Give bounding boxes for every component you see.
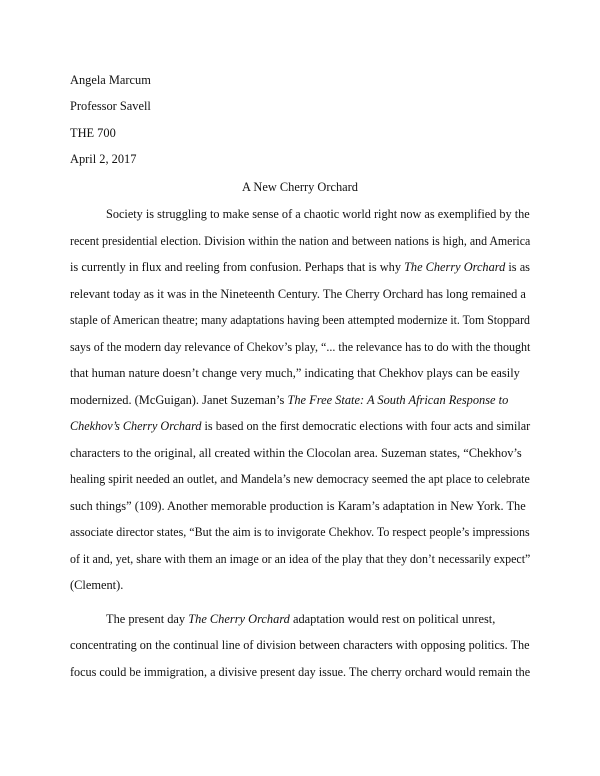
paragraph-2-line <box>106 612 495 626</box>
text-run: is as <box>505 260 530 274</box>
text-run: modernized. (McGuigan). Janet Suzeman’s <box>70 393 288 407</box>
italic-title: The Cherry Orchard <box>404 260 506 274</box>
paper-date: April 2, 2017 <box>70 152 137 166</box>
professor-name: Professor Savell <box>70 99 151 113</box>
paragraph-1-line: healing spirit needed an outlet, and Mandela’s new democracy seemed the apt place to celebrate <box>70 472 530 486</box>
paragraph-1-line: characters to the original, all created within the Clocolan area. Suzeman states, “Chekhov’s <box>70 446 522 460</box>
author-name: Angela Marcum <box>70 73 151 87</box>
paragraph-1-line: says of the modern day relevance of Chekov’s play, “... the relevance has to do with the thought <box>70 340 531 354</box>
paragraph-1-line: of it and, yet, share with them an image or an idea of the play that they don’t necessarily expect” <box>70 552 531 566</box>
paragraph-1-line: Society is struggling to make sense of a chaotic world right now as exemplified by the <box>106 207 530 221</box>
paragraph-1-line: such things” (109). Another memorable production is Karam’s adaptation in New York. The <box>70 499 526 513</box>
paragraph-2-line: focus could be immigration, a divisive present day issue. The cherry orchard would remain the <box>70 665 531 679</box>
text-run: is based on the first democratic elections with four acts and similar <box>201 419 531 433</box>
italic-title: Chekhov’s Cherry Orchard <box>70 419 202 433</box>
paragraph-1-line <box>70 260 530 274</box>
paper-title: A New Cherry Orchard <box>242 180 358 194</box>
paragraph-1-line: staple of American theatre; many adaptations having been attempted modernize it. Tom Stoppard <box>70 313 530 327</box>
italic-title: The Cherry Orchard <box>188 612 290 626</box>
paragraph-1-line <box>70 419 530 433</box>
paragraph-1-line: recent presidential election. Division within the nation and between nations is high, and America <box>70 234 531 248</box>
paragraph-1-line: relevant today as it was in the Nineteenth Century. The Cherry Orchard has long remained a <box>70 287 526 301</box>
paragraph-2-line: concentrating on the continual line of division between characters with opposing politics. The <box>70 638 530 652</box>
paragraph-1-line: that human nature doesn’t change very much,” indicating that Chekhov plays can be easily <box>70 366 520 380</box>
paragraph-1-line <box>70 393 508 407</box>
text-run: is currently in flux and reeling from confusion. Perhaps that is why <box>70 260 405 274</box>
paragraph-1-line: associate director states, “But the aim is to invigorate Chekhov. To respect people’s impressions <box>70 525 530 539</box>
paragraph-1-line: (Clement). <box>70 578 124 592</box>
text-run: The present day <box>106 612 189 626</box>
text-run: adaptation would rest on political unrest, <box>289 612 496 626</box>
course-code: THE 700 <box>70 126 116 140</box>
italic-title: The Free State: A South African Response to <box>287 393 509 407</box>
